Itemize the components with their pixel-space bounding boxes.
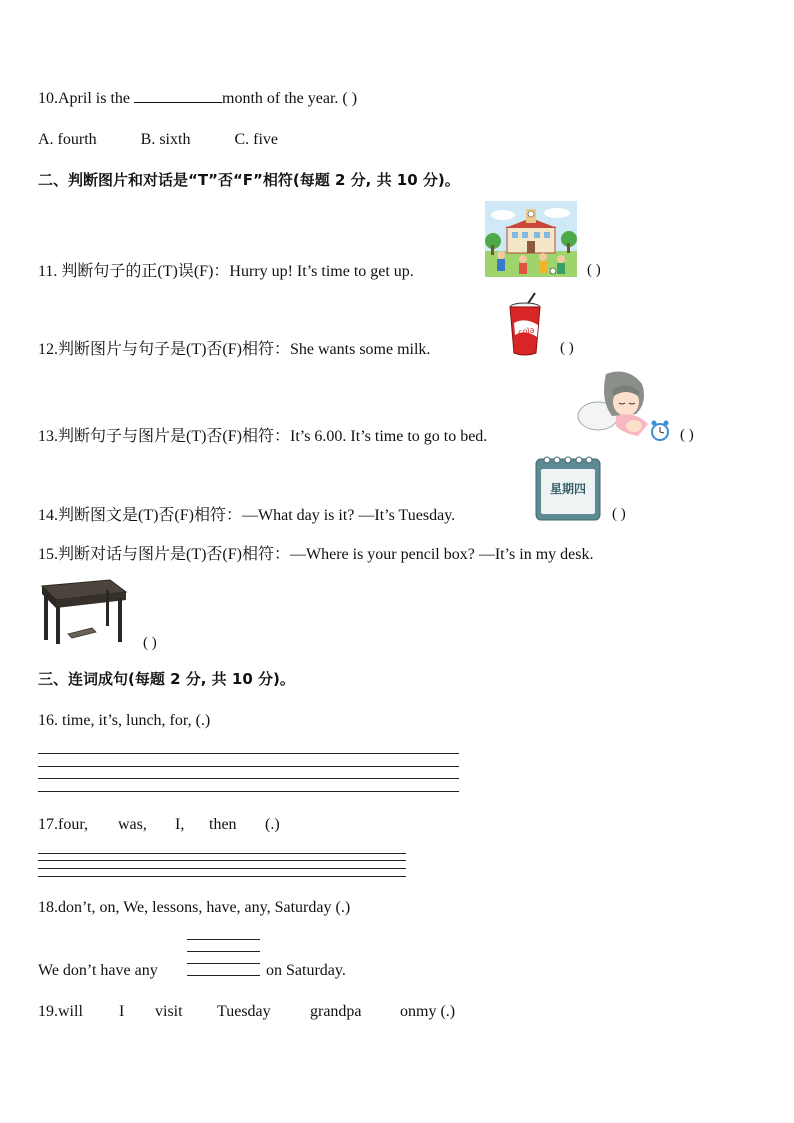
section-2-heading: 二、判断图片和对话是“T”否“F”相符(每题 2 分, 共 10 分)。 xyxy=(38,171,460,189)
question-17 xyxy=(38,815,280,835)
q17-answer-line-3[interactable] xyxy=(38,868,406,869)
q17-word: 17.four, xyxy=(38,816,89,833)
q19-word: Tuesday xyxy=(217,1003,271,1020)
question-10 xyxy=(38,88,357,109)
q17-answer-line-2[interactable] xyxy=(38,860,406,861)
q19-word: visit xyxy=(155,1003,183,1020)
question-16: 16. time, it’s, lunch, for, (.) xyxy=(38,712,211,729)
q18-answer-line-4[interactable] xyxy=(187,975,260,976)
question-11: 11. 判断句子的正(T)误(F)：Hurry up! It’s time to get up. xyxy=(38,263,414,280)
q19-word: I xyxy=(119,1003,125,1020)
q16-answer-line-1[interactable] xyxy=(38,753,459,754)
question-14: 14.判断图文是(T)否(F)相符：—What day is it? —It’s Tuesday. xyxy=(38,507,456,524)
q19-word: grandpa xyxy=(310,1003,362,1020)
calendar-day-label: 星期四 xyxy=(549,482,586,496)
question-13: 13.判断句子与图片是(T)否(F)相符：It’s 6.00. It’s time to go to bed. xyxy=(38,428,488,445)
calendar-picture xyxy=(535,453,601,521)
school-children-picture xyxy=(485,201,577,277)
question-12: 12.判断图片与句子是(T)否(F)相符：She wants some milk. xyxy=(38,341,431,358)
q13-answer-paren[interactable]: ( ) xyxy=(680,427,694,443)
q11-answer-paren[interactable]: ( ) xyxy=(587,262,601,278)
q19-word: 19.will xyxy=(38,1003,83,1020)
q19-word: onmy (.) xyxy=(400,1003,456,1020)
section-3-heading: 三、连词成句(每题 2 分, 共 10 分)。 xyxy=(38,670,295,688)
q16-answer-line-4[interactable] xyxy=(38,791,459,792)
q18-answer-line-1[interactable] xyxy=(187,939,260,940)
question-18: 18.don’t, on, We, lessons, have, any, Saturday (.) xyxy=(38,899,351,916)
q18-answer-line-2[interactable] xyxy=(187,951,260,952)
drink-cup-picture xyxy=(505,291,545,359)
question-19 xyxy=(38,1002,455,1022)
q16-answer-line-2[interactable] xyxy=(38,766,459,767)
question-15: 15.判断对话与图片是(T)否(F)相符：—Where is your pencil box? —It’s in my desk. xyxy=(38,546,594,563)
desk-picture xyxy=(38,576,128,646)
q17-word: was, xyxy=(118,816,147,833)
q12-answer-paren[interactable]: ( ) xyxy=(560,340,574,356)
q10-options xyxy=(38,130,322,150)
q10-option-b[interactable]: B. sixth xyxy=(140,131,191,148)
q16-answer-line-3[interactable] xyxy=(38,778,459,779)
q17-word: I, xyxy=(175,816,185,833)
q17-word: (.) xyxy=(265,816,280,833)
q10-option-a[interactable]: A. fourth xyxy=(38,131,97,148)
q17-answer-line-4[interactable] xyxy=(38,876,406,877)
svg-text:cola: cola xyxy=(517,325,536,338)
q18-answer-line-3[interactable] xyxy=(187,963,260,964)
q10-number: 10. xyxy=(38,90,58,107)
q10-text-after: month of the year. ( ) xyxy=(222,90,358,107)
q10-answer-blank[interactable] xyxy=(134,88,222,103)
q15-answer-paren[interactable]: ( ) xyxy=(143,635,157,651)
q17-word: then xyxy=(209,816,237,833)
q17-answer-line-1[interactable] xyxy=(38,853,406,854)
q14-answer-paren[interactable]: ( ) xyxy=(612,506,626,522)
q18-answer-before: We don’t have any xyxy=(38,962,158,979)
sleeping-girl-picture xyxy=(576,366,672,444)
q10-text-before: April is the xyxy=(58,90,134,107)
q10-option-c[interactable]: C. five xyxy=(234,131,278,148)
q18-answer-after: on Saturday. xyxy=(266,962,346,979)
